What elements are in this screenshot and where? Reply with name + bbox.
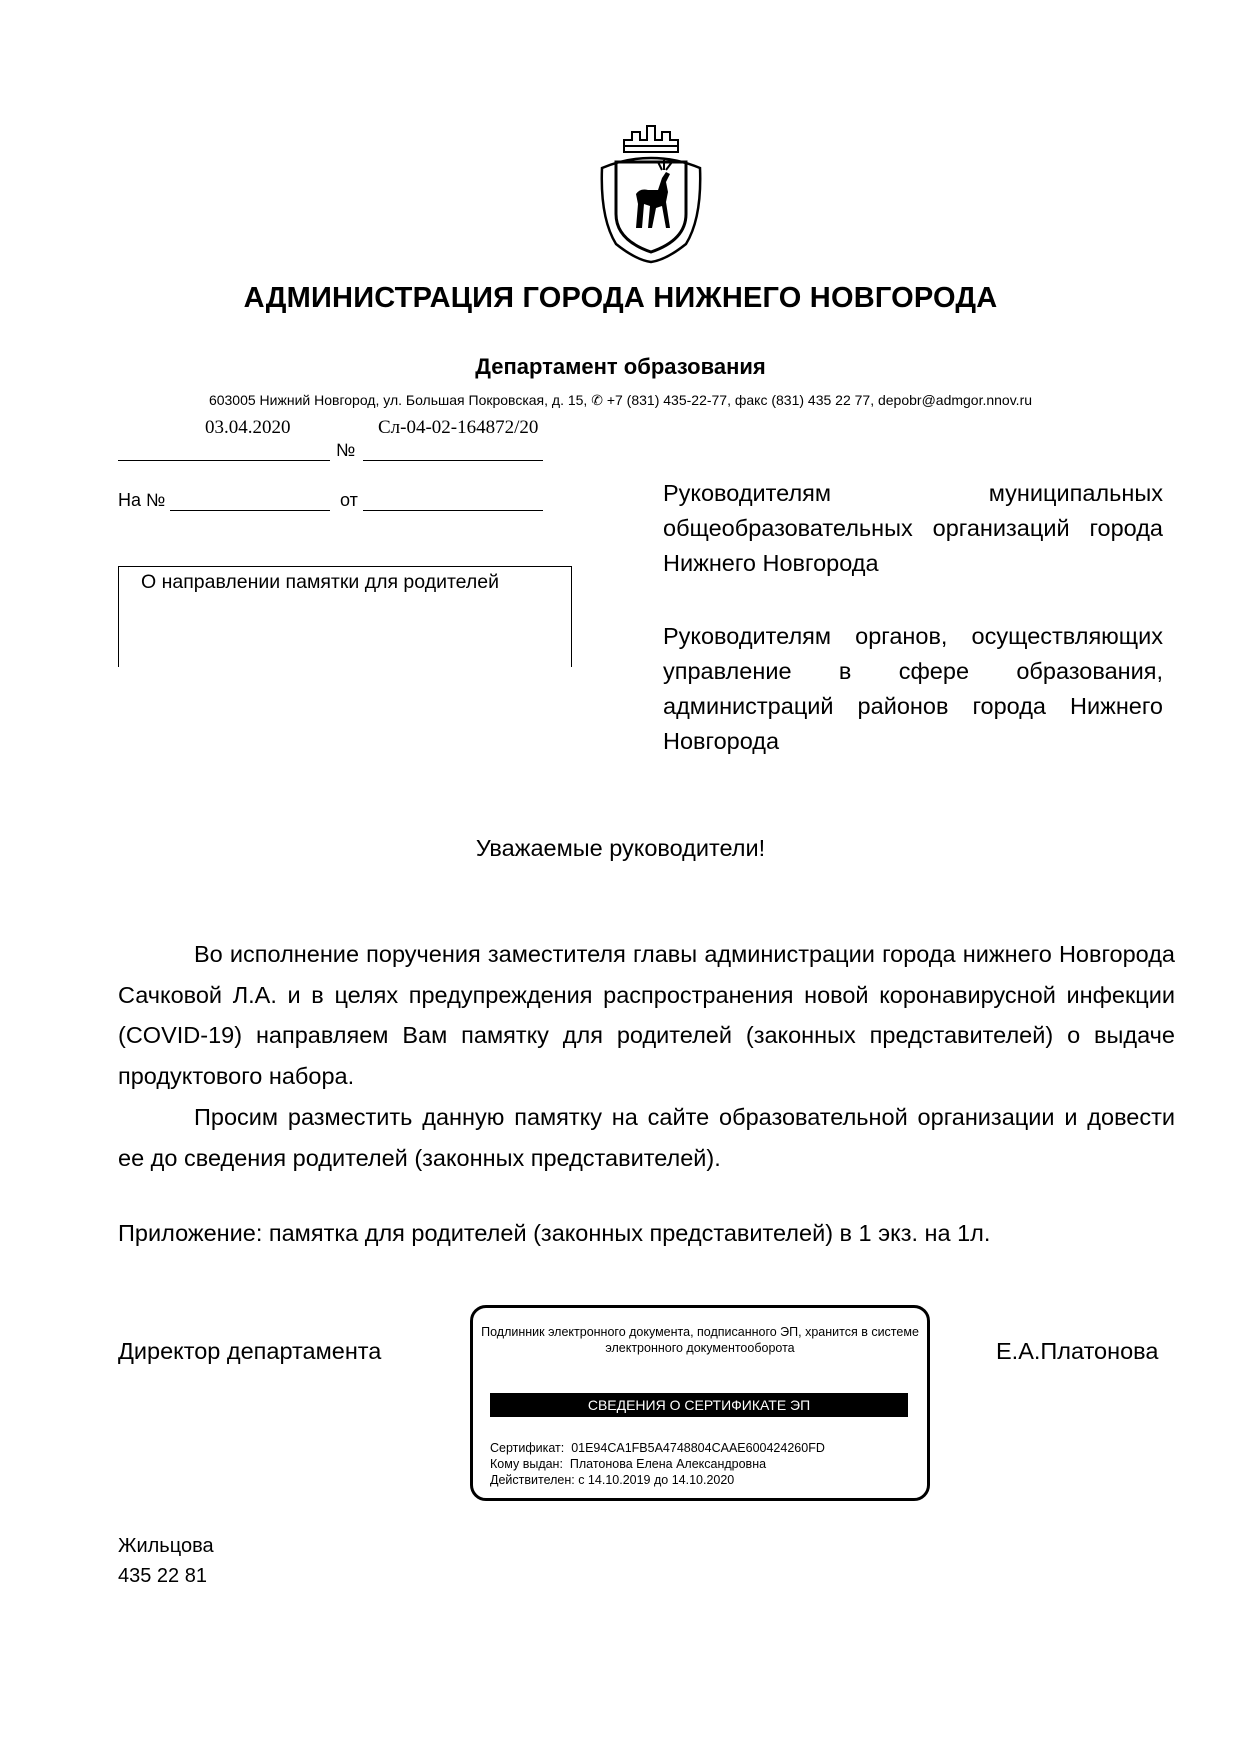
stamp-title: СВЕДЕНИЯ О СЕРТИФИКАТЕ ЭП: [490, 1393, 908, 1417]
reply-to-underline: [170, 510, 330, 511]
attachment-line: Приложение: памятка для родителей (законных представителей) в 1 экз. на 1л.: [118, 1220, 991, 1246]
executor-name: Жильцова: [118, 1535, 214, 1557]
body-paragraph-1: Во исполнение поручения заместителя главы администрации города нижнего Новгорода Сачковой Л.А. и в целях предупреждения распространения новой коронавирусной инфекции (COVID-19) направляем Вам памятку для родителей (законных представителей) о выдаче продуктового набора.: [118, 941, 1175, 1089]
body-paragraph-2: Просим разместить данную памятку на сайте образовательной организации и довести ее до сведения родителей (законных представителей).: [118, 1104, 1175, 1171]
signer-name: Е.А.Платонова: [996, 1338, 1159, 1364]
executor-phone: 435 22 81: [118, 1565, 207, 1587]
from-underline: [363, 510, 543, 511]
stamp-header: Подлинник электронного документа, подписанного ЭП, хранится в системе электронного документооборота: [481, 1325, 919, 1355]
organization-title: АДМИНИСТРАЦИЯ ГОРОДА НИЖНЕГО НОВГОРОДА: [243, 282, 998, 314]
number-sign: №: [336, 440, 356, 460]
stamp-issued-to: Кому выдан: Платонова Елена Александровна: [490, 1457, 767, 1471]
stamp-validity: Действителен: с 14.10.2019 до 14.10.2020: [490, 1473, 735, 1487]
coat-of-arms-icon: [596, 118, 706, 264]
addressee-2: Руководителям органов, осуществляющих управление в сфере образования, администраций районов города Нижнего Новгорода: [663, 623, 1163, 754]
e-signature-stamp: [470, 1305, 930, 1501]
stamp-certificate: Сертификат: 01E94CA1FB5A4748804CAAE600424260FD: [490, 1441, 825, 1455]
subject-box: [118, 566, 572, 667]
from-label: от: [340, 490, 358, 510]
number-underline: [363, 460, 543, 461]
registration-date: 03.04.2020: [205, 417, 291, 438]
signer-position: Директор департамента: [118, 1338, 382, 1364]
addressee-1: Руководителям муниципальных общеобразовательных организаций города Нижнего Новгорода: [663, 480, 1163, 576]
greeting: Уважаемые руководители!: [475, 835, 766, 861]
registration-number: Сл-04-02-164872/20: [378, 417, 539, 438]
date-underline: [118, 460, 330, 461]
department-name: Департамент образования: [475, 354, 766, 379]
subject-text: О направлении памятки для родителей: [141, 571, 499, 593]
reply-to-label: На №: [118, 490, 166, 510]
executor-block: [118, 1531, 214, 1591]
department-address: 603005 Нижний Новгород, ул. Большая Покровская, д. 15, ✆ +7 (831) 435-22-77, факс (831) 435 22 77, depobr@admgor.nnov.ru: [208, 392, 1033, 408]
